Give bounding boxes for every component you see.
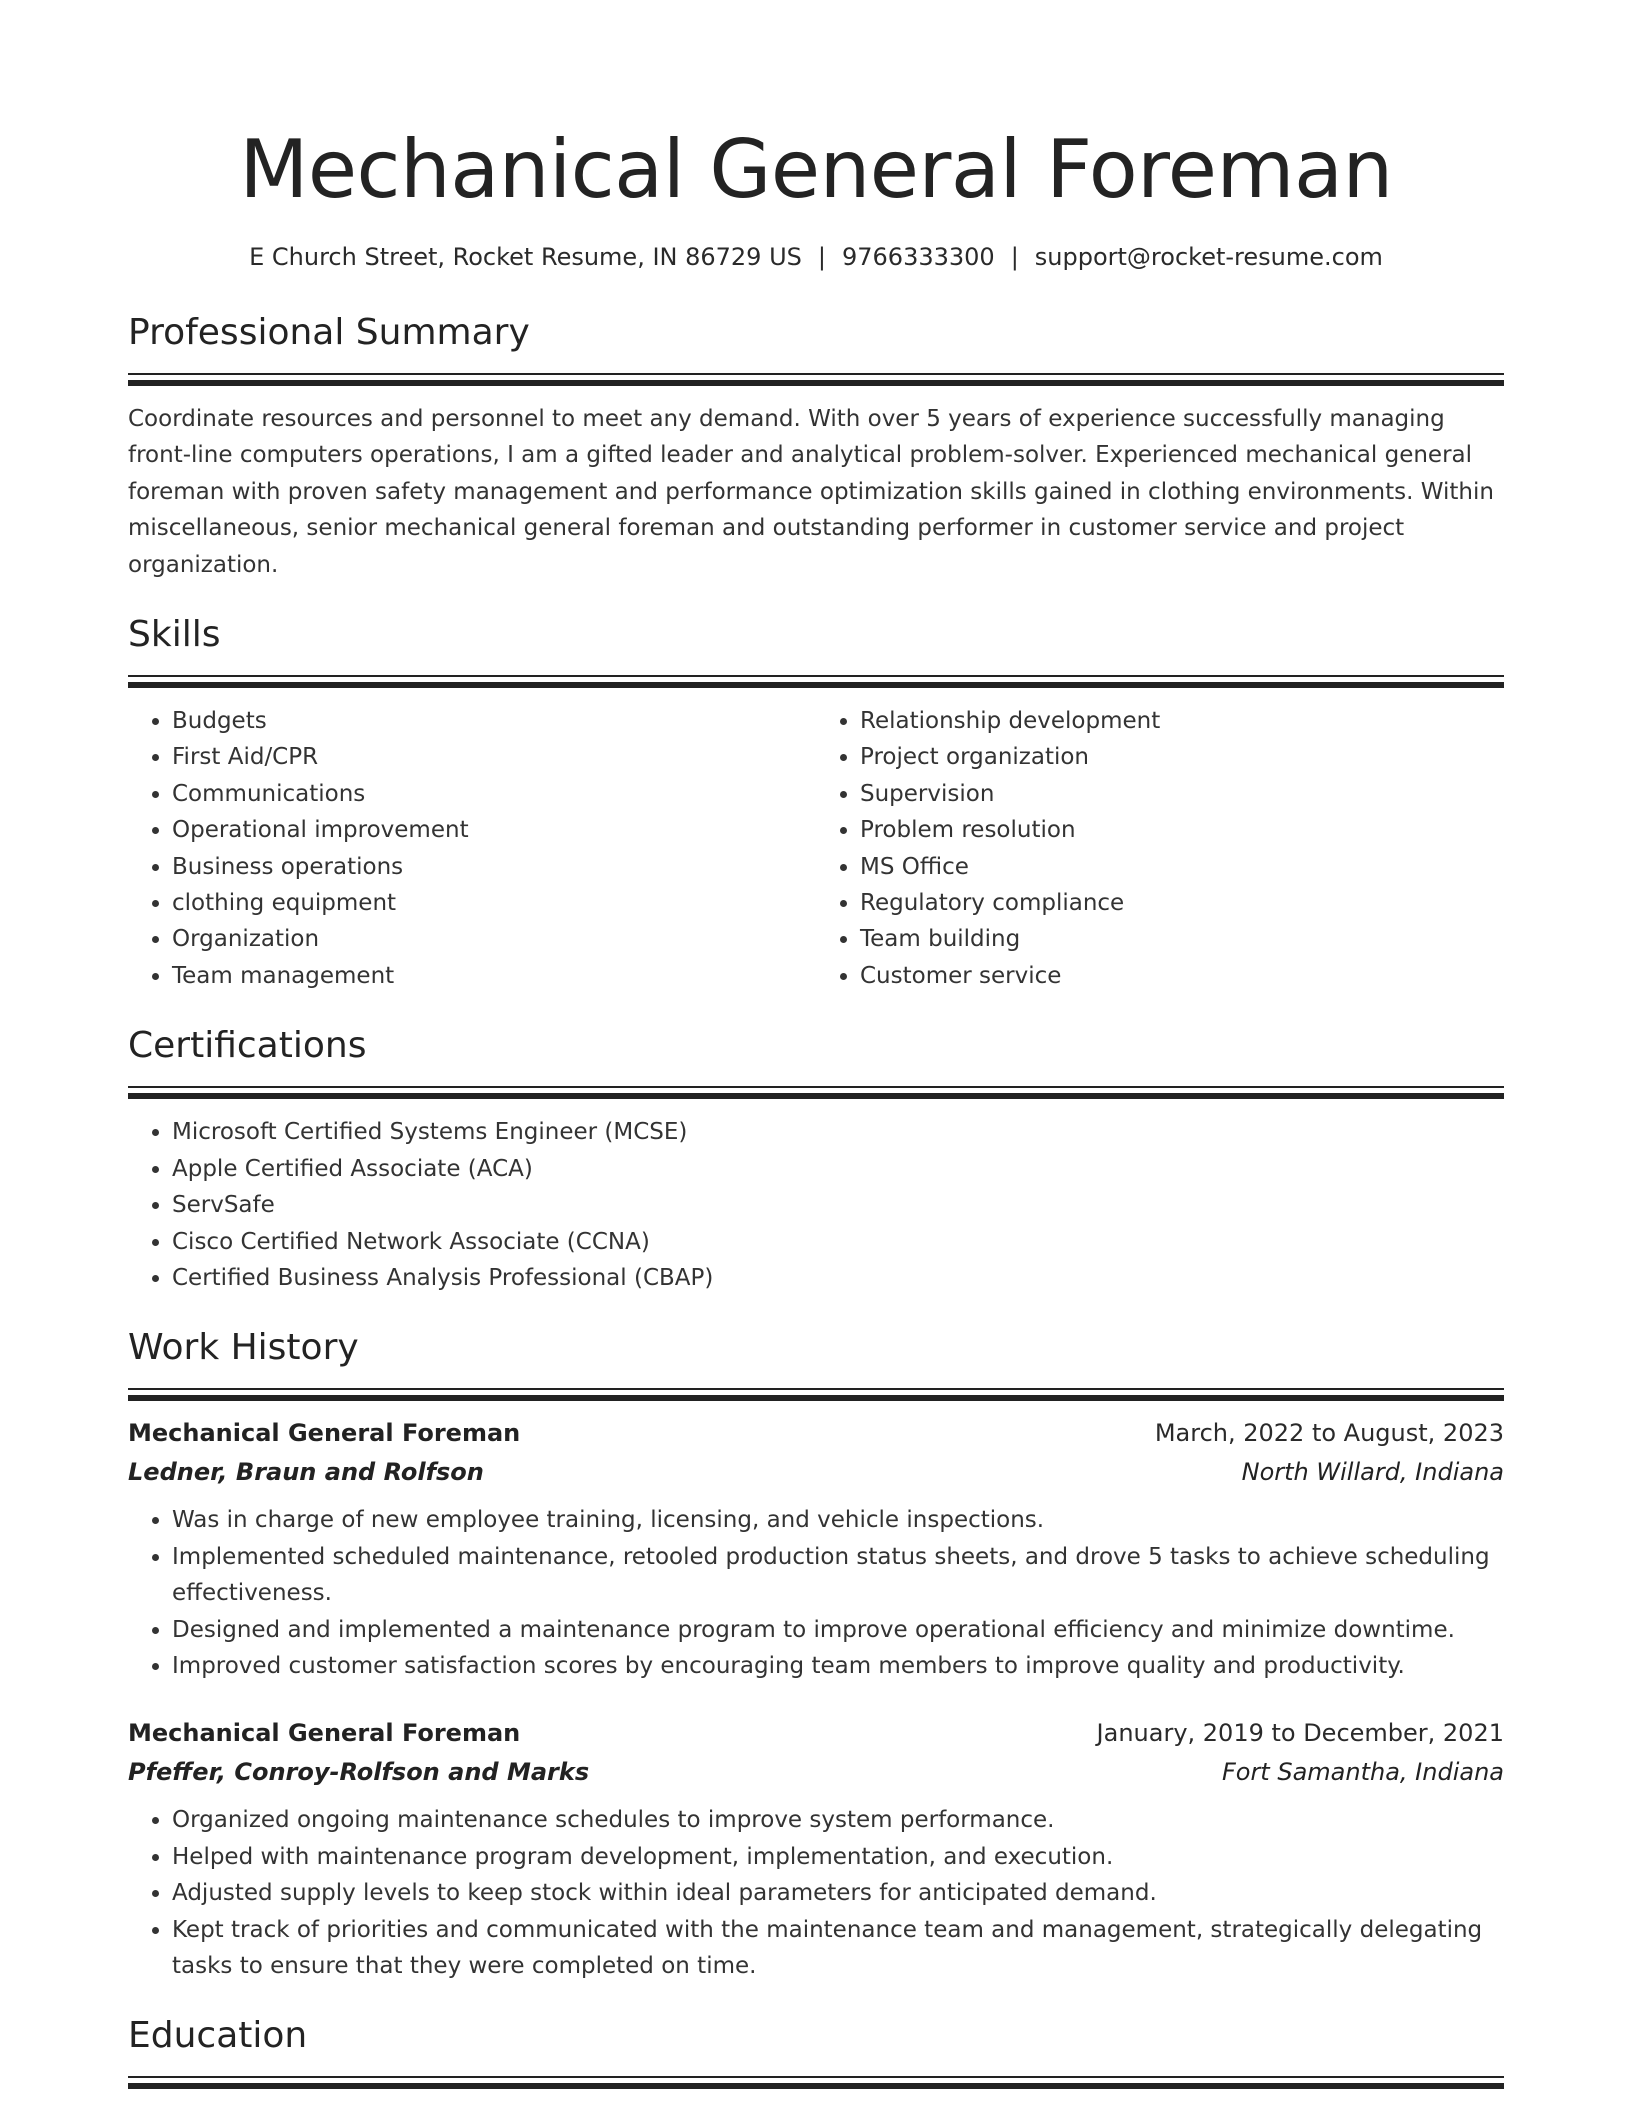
section-title-certifications: Certifications — [128, 1025, 367, 1067]
skills-list-right — [816, 703, 1504, 994]
skill-item: • Business operations — [172, 849, 816, 885]
skill-item: • Organization — [172, 921, 816, 957]
job-title: Mechanical General Foreman — [128, 1419, 521, 1448]
job-duty-item: • Organized ongoing maintenance schedules to improve system performance. — [172, 1802, 1504, 1838]
job-entry — [128, 1714, 1504, 1984]
job-location: Fort Samantha, Indiana — [1221, 1758, 1504, 1787]
job-dates: March, 2022 to August, 2023 — [1154, 1419, 1504, 1448]
job-company: Pfeffer, Conroy-Rolfson and Marks — [128, 1758, 590, 1787]
section-divider — [128, 675, 1504, 689]
job-duty-item: • Improved customer satisfaction scores by encouraging team members to improve quality and productivity. — [172, 1648, 1504, 1684]
skill-item: • Budgets — [172, 703, 816, 739]
section-title-education: Education — [128, 2015, 308, 2057]
job-company: Ledner, Braun and Rolfson — [128, 1458, 484, 1487]
summary-section — [128, 309, 1504, 583]
job-dates: January, 2019 to December, 2021 — [1096, 1719, 1504, 1748]
job-duties-list — [128, 1802, 1504, 1984]
skill-item: • Communications — [172, 776, 816, 812]
work-history-section — [128, 1324, 1504, 1984]
job-duty-item: • Was in charge of new employee training, licensing, and vehicle inspections. — [172, 1502, 1504, 1538]
job-subheader — [128, 1452, 1504, 1492]
section-title-work-history: Work History — [128, 1327, 359, 1369]
section-divider — [128, 1086, 1504, 1100]
skills-columns — [128, 689, 1504, 994]
contact-line — [128, 240, 1504, 274]
job-duty-item: • Designed and implemented a maintenance program to improve operational efficiency and minimize downtime. — [172, 1612, 1504, 1648]
education-section — [128, 2012, 1504, 2090]
job-duties-list — [128, 1502, 1504, 1684]
skill-item: • Project organization — [860, 739, 1504, 775]
skill-item: • Operational improvement — [172, 812, 816, 848]
contact-separator: | — [1010, 243, 1019, 271]
job-title: Mechanical General Foreman — [128, 1719, 521, 1748]
job-subheader — [128, 1752, 1504, 1792]
skill-item: • Customer service — [860, 958, 1504, 994]
skills-section — [128, 611, 1504, 994]
candidate-name: Mechanical General Foreman — [239, 123, 1393, 216]
job-header — [128, 1414, 1504, 1452]
skill-item: • First Aid/CPR — [172, 739, 816, 775]
certification-item: • Cisco Certified Network Associate (CCNA) — [172, 1224, 1504, 1260]
skill-item: • MS Office — [860, 849, 1504, 885]
skill-item: • clothing equipment — [172, 885, 816, 921]
skill-item: • Problem resolution — [860, 812, 1504, 848]
section-divider — [128, 1388, 1504, 1402]
skill-item: • Supervision — [860, 776, 1504, 812]
certification-item: • Certified Business Analysis Professional (CBAP) — [172, 1260, 1504, 1296]
certification-item: • Apple Certified Associate (ACA) — [172, 1151, 1504, 1187]
section-title-summary: Professional Summary — [128, 312, 530, 353]
job-duty-item: • Helped with maintenance program development, implementation, and execution. — [172, 1839, 1504, 1875]
job-location: North Willard, Indiana — [1241, 1458, 1504, 1487]
skill-item: • Regulatory compliance — [860, 885, 1504, 921]
section-title-skills: Skills — [128, 614, 221, 656]
resume-page — [128, 0, 1504, 2090]
certifications-list — [128, 1114, 1504, 1296]
section-divider — [128, 373, 1504, 387]
contact-phone: 9766333300 — [841, 243, 995, 271]
certification-item: • Microsoft Certified Systems Engineer (MCSE) — [172, 1114, 1504, 1150]
skill-item: • Team management — [172, 958, 816, 994]
job-duty-item: • Implemented scheduled maintenance, retooled production status sheets, and drove 5 tasks to achieve scheduling effectiveness. — [172, 1539, 1504, 1612]
summary-text: Coordinate resources and personnel to meet any demand. With over 5 years of experience successfully managing front-line computers operations, I am a gifted leader and analytical problem-solver. Experienced mechanical general foreman with proven safety management and performance optimization skills gained in clothing environments. Within miscellaneous, senior mechanical general foreman and outstanding performer in customer service and project organization. — [128, 406, 1494, 578]
job-header — [128, 1714, 1504, 1752]
contact-separator: | — [817, 243, 826, 271]
certification-item: • ServSafe — [172, 1187, 1504, 1223]
job-duty-item: • Adjusted supply levels to keep stock within ideal parameters for anticipated demand. — [172, 1875, 1504, 1911]
job-entry — [128, 1414, 1504, 1684]
contact-email: support@rocket-resume.com — [1034, 243, 1383, 271]
skills-list-left — [128, 703, 816, 994]
contact-address: E Church Street, Rocket Resume, IN 86729 US — [249, 243, 802, 271]
certifications-section — [128, 1022, 1504, 1296]
skill-item: • Relationship development — [860, 703, 1504, 739]
job-duty-item: • Kept track of priorities and communicated with the maintenance team and management, strategically delegating tasks to ensure that they were completed on time. — [172, 1912, 1504, 1985]
section-divider — [128, 2076, 1504, 2090]
skill-item: • Team building — [860, 921, 1504, 957]
